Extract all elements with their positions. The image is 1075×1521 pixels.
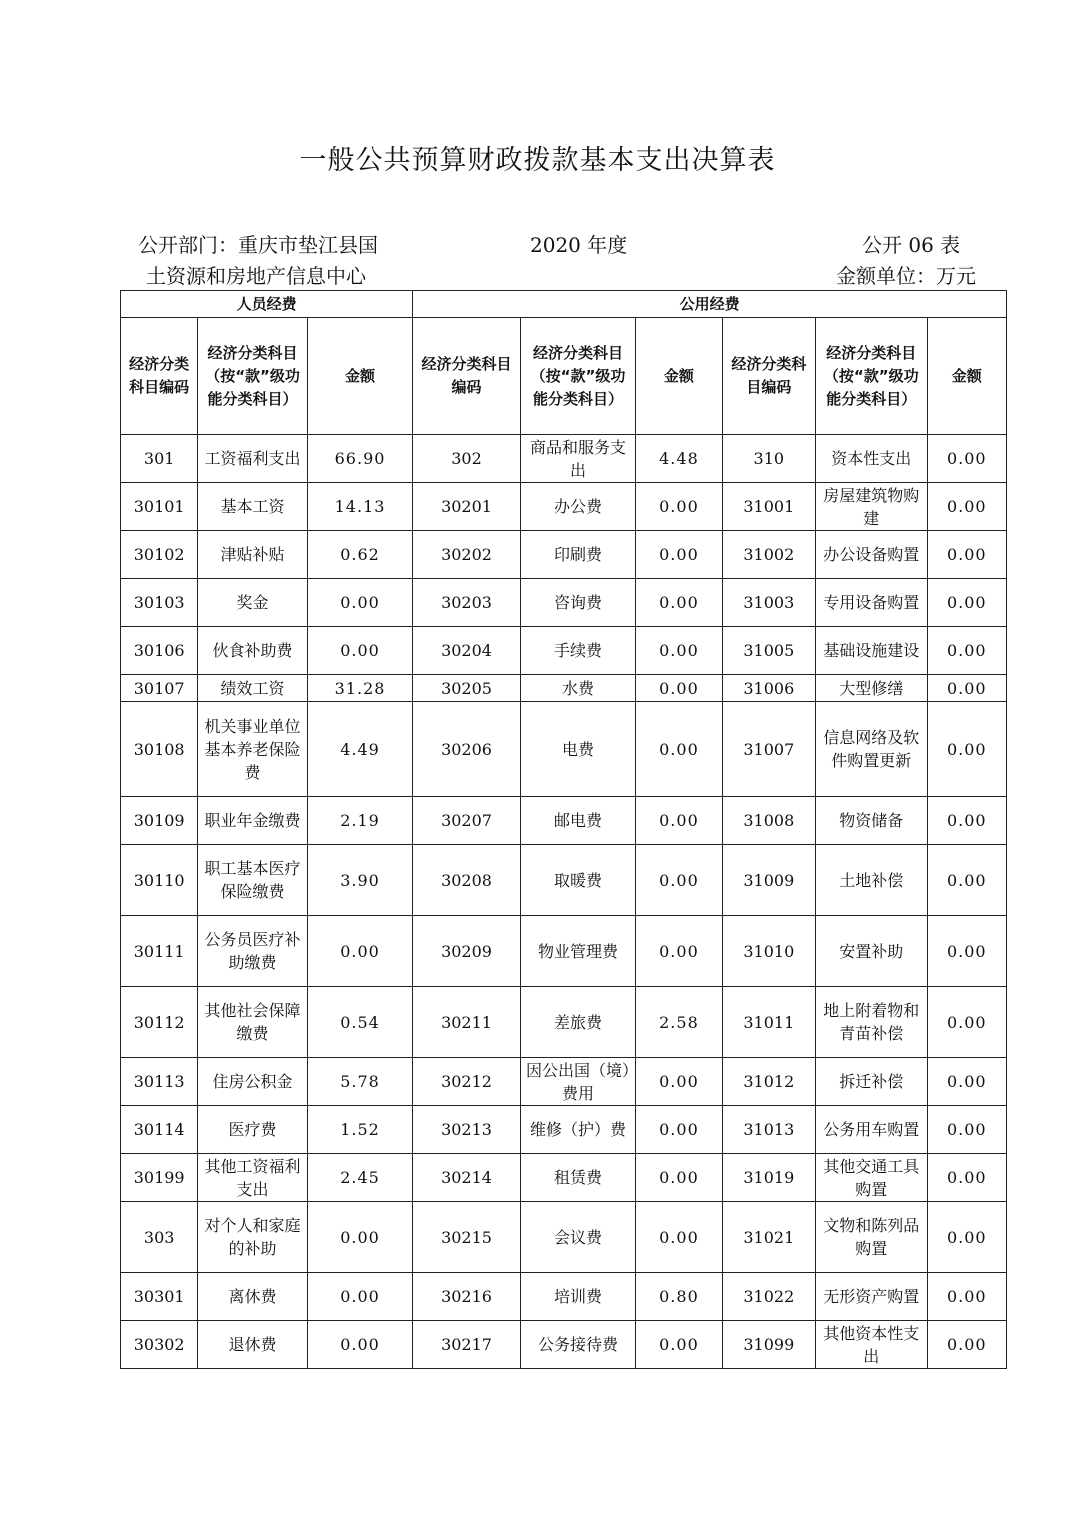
table-row bbox=[121, 1106, 1007, 1154]
cell-personnel-name: 工资福利支出 bbox=[198, 435, 307, 483]
cell-capital-name: 地上附着物和青苗补偿 bbox=[816, 987, 927, 1058]
cell-personnel-name: 绩效工资 bbox=[198, 675, 307, 702]
cell-goods-name: 差旅费 bbox=[520, 987, 636, 1058]
cell-goods-code: 30205 bbox=[413, 675, 520, 702]
header-goods-code: 经济分类科目编码 bbox=[413, 318, 520, 435]
cell-capital-name: 拆迁补偿 bbox=[816, 1058, 927, 1106]
cell-personnel-amount: 0.00 bbox=[307, 579, 412, 627]
cell-personnel-code: 30106 bbox=[121, 627, 198, 675]
table-row bbox=[121, 845, 1007, 916]
cell-personnel-code: 30110 bbox=[121, 845, 198, 916]
cell-goods-name: 电费 bbox=[520, 702, 636, 797]
cell-personnel-amount: 0.00 bbox=[307, 916, 412, 987]
group-public-expenses: 公用经费 bbox=[413, 291, 1007, 318]
cell-capital-code: 31009 bbox=[722, 845, 815, 916]
cell-personnel-code: 30113 bbox=[121, 1058, 198, 1106]
cell-capital-name: 安置补助 bbox=[816, 916, 927, 987]
cell-personnel-code: 30103 bbox=[121, 579, 198, 627]
cell-goods-code: 30203 bbox=[413, 579, 520, 627]
cell-goods-name: 公务接待费 bbox=[520, 1321, 636, 1369]
table-row bbox=[121, 702, 1007, 797]
cell-capital-amount: 0.00 bbox=[927, 1273, 1006, 1321]
cell-goods-code: 30215 bbox=[413, 1202, 520, 1273]
header-capital-amount: 金额 bbox=[927, 318, 1006, 435]
cell-goods-amount: 0.00 bbox=[636, 1106, 722, 1154]
cell-personnel-code: 301 bbox=[121, 435, 198, 483]
cell-capital-code: 31019 bbox=[722, 1154, 815, 1202]
cell-personnel-amount: 31.28 bbox=[307, 675, 412, 702]
cell-personnel-name: 职工基本医疗保险缴费 bbox=[198, 845, 307, 916]
cell-goods-amount: 0.00 bbox=[636, 675, 722, 702]
cell-personnel-code: 30114 bbox=[121, 1106, 198, 1154]
cell-personnel-code: 30199 bbox=[121, 1154, 198, 1202]
cell-personnel-name: 离休费 bbox=[198, 1273, 307, 1321]
cell-capital-amount: 0.00 bbox=[927, 797, 1006, 845]
cell-capital-code: 310 bbox=[722, 435, 815, 483]
cell-capital-code: 31006 bbox=[722, 675, 815, 702]
cell-personnel-name: 退休费 bbox=[198, 1321, 307, 1369]
cell-goods-code: 30216 bbox=[413, 1273, 520, 1321]
table-row bbox=[121, 797, 1007, 845]
cell-capital-amount: 0.00 bbox=[927, 1058, 1006, 1106]
header-capital-name: 经济分类科目（按“款”级功能分类科目） bbox=[816, 318, 927, 435]
cell-capital-name: 办公设备购置 bbox=[816, 531, 927, 579]
cell-goods-name: 物业管理费 bbox=[520, 916, 636, 987]
table-meta bbox=[836, 230, 996, 292]
amount-unit: 金额单位：万元 bbox=[836, 264, 976, 288]
cell-capital-code: 31001 bbox=[722, 483, 815, 531]
cell-goods-name: 咨询费 bbox=[520, 579, 636, 627]
cell-goods-name: 取暖费 bbox=[520, 845, 636, 916]
table-row bbox=[121, 675, 1007, 702]
cell-capital-name: 其他资本性支出 bbox=[816, 1321, 927, 1369]
cell-goods-code: 302 bbox=[413, 435, 520, 483]
cell-personnel-name: 职业年金缴费 bbox=[198, 797, 307, 845]
cell-capital-code: 31005 bbox=[722, 627, 815, 675]
cell-personnel-name: 住房公积金 bbox=[198, 1058, 307, 1106]
cell-personnel-code: 30107 bbox=[121, 675, 198, 702]
cell-capital-name: 无形资产购置 bbox=[816, 1273, 927, 1321]
cell-personnel-name: 机关事业单位基本养老保险费 bbox=[198, 702, 307, 797]
cell-goods-code: 30201 bbox=[413, 483, 520, 531]
cell-personnel-code: 30112 bbox=[121, 987, 198, 1058]
header-capital-code: 经济分类科目编码 bbox=[722, 318, 815, 435]
cell-goods-amount: 0.00 bbox=[636, 627, 722, 675]
cell-goods-amount: 0.00 bbox=[636, 1321, 722, 1369]
cell-capital-code: 31012 bbox=[722, 1058, 815, 1106]
cell-capital-code: 31010 bbox=[722, 916, 815, 987]
header-personnel-amount: 金额 bbox=[307, 318, 412, 435]
cell-capital-code: 31007 bbox=[722, 702, 815, 797]
department-line-2: 土资源和房地产信息中心 bbox=[146, 264, 366, 288]
page-title: 一般公共预算财政拨款基本支出决算表 bbox=[299, 145, 776, 176]
cell-goods-code: 30213 bbox=[413, 1106, 520, 1154]
cell-goods-name: 水费 bbox=[520, 675, 636, 702]
cell-capital-name: 公务用车购置 bbox=[816, 1106, 927, 1154]
cell-personnel-code: 30102 bbox=[121, 531, 198, 579]
cell-capital-code: 31003 bbox=[722, 579, 815, 627]
cell-capital-amount: 0.00 bbox=[927, 1106, 1006, 1154]
cell-personnel-amount: 5.78 bbox=[307, 1058, 412, 1106]
cell-goods-amount: 0.00 bbox=[636, 1154, 722, 1202]
cell-personnel-amount: 3.90 bbox=[307, 845, 412, 916]
cell-capital-amount: 0.00 bbox=[927, 435, 1006, 483]
cell-personnel-name: 医疗费 bbox=[198, 1106, 307, 1154]
cell-personnel-amount: 4.49 bbox=[307, 702, 412, 797]
cell-goods-amount: 2.58 bbox=[636, 987, 722, 1058]
table-row bbox=[121, 1058, 1007, 1106]
table-row bbox=[121, 627, 1007, 675]
table-row bbox=[121, 987, 1007, 1058]
cell-personnel-amount: 0.00 bbox=[307, 627, 412, 675]
cell-personnel-code: 30101 bbox=[121, 483, 198, 531]
cell-personnel-name: 其他工资福利支出 bbox=[198, 1154, 307, 1202]
table-row bbox=[121, 916, 1007, 987]
cell-goods-amount: 0.00 bbox=[636, 1202, 722, 1273]
cell-personnel-code: 30301 bbox=[121, 1273, 198, 1321]
cell-capital-name: 其他交通工具购置 bbox=[816, 1154, 927, 1202]
cell-personnel-amount: 2.45 bbox=[307, 1154, 412, 1202]
cell-capital-code: 31022 bbox=[722, 1273, 815, 1321]
cell-goods-name: 因公出国（境）费用 bbox=[520, 1058, 636, 1106]
cell-goods-code: 30207 bbox=[413, 797, 520, 845]
cell-goods-amount: 0.00 bbox=[636, 845, 722, 916]
cell-goods-code: 30211 bbox=[413, 987, 520, 1058]
cell-goods-name: 维修（护）费 bbox=[520, 1106, 636, 1154]
cell-goods-name: 租赁费 bbox=[520, 1154, 636, 1202]
cell-personnel-amount: 66.90 bbox=[307, 435, 412, 483]
cell-capital-name: 房屋建筑物购建 bbox=[816, 483, 927, 531]
header-goods-amount: 金额 bbox=[636, 318, 722, 435]
cell-capital-amount: 0.00 bbox=[927, 675, 1006, 702]
cell-capital-code: 31021 bbox=[722, 1202, 815, 1273]
cell-personnel-code: 30302 bbox=[121, 1321, 198, 1369]
group-header-row bbox=[121, 291, 1007, 318]
cell-goods-amount: 0.00 bbox=[636, 483, 722, 531]
cell-personnel-code: 30111 bbox=[121, 916, 198, 987]
table-row bbox=[121, 483, 1007, 531]
cell-personnel-name: 其他社会保障缴费 bbox=[198, 987, 307, 1058]
header-personnel-name: 经济分类科目（按“款”级功能分类科目） bbox=[198, 318, 307, 435]
cell-personnel-name: 公务员医疗补助缴费 bbox=[198, 916, 307, 987]
department-info bbox=[138, 230, 408, 292]
cell-personnel-name: 奖金 bbox=[198, 579, 307, 627]
table-row bbox=[121, 579, 1007, 627]
group-personnel-expenses: 人员经费 bbox=[121, 291, 413, 318]
cell-goods-code: 30209 bbox=[413, 916, 520, 987]
cell-goods-name: 商品和服务支出 bbox=[520, 435, 636, 483]
cell-capital-amount: 0.00 bbox=[927, 702, 1006, 797]
cell-goods-code: 30212 bbox=[413, 1058, 520, 1106]
fiscal-year: 2020 年度 bbox=[530, 233, 628, 257]
cell-personnel-code: 303 bbox=[121, 1202, 198, 1273]
cell-capital-name: 专用设备购置 bbox=[816, 579, 927, 627]
cell-goods-amount: 0.00 bbox=[636, 797, 722, 845]
table-row bbox=[121, 1202, 1007, 1273]
table-body bbox=[121, 435, 1007, 1369]
cell-capital-amount: 0.00 bbox=[927, 579, 1006, 627]
cell-capital-amount: 0.00 bbox=[927, 987, 1006, 1058]
cell-capital-name: 大型修缮 bbox=[816, 675, 927, 702]
cell-capital-name: 物资储备 bbox=[816, 797, 927, 845]
cell-capital-code: 31099 bbox=[722, 1321, 815, 1369]
cell-capital-amount: 0.00 bbox=[927, 1321, 1006, 1369]
cell-goods-amount: 0.00 bbox=[636, 531, 722, 579]
cell-personnel-name: 对个人和家庭的补助 bbox=[198, 1202, 307, 1273]
expenditure-table bbox=[120, 290, 1007, 1369]
cell-capital-amount: 0.00 bbox=[927, 531, 1006, 579]
cell-goods-name: 手续费 bbox=[520, 627, 636, 675]
cell-personnel-amount: 0.00 bbox=[307, 1202, 412, 1273]
cell-goods-code: 30214 bbox=[413, 1154, 520, 1202]
column-header-row bbox=[121, 318, 1007, 435]
table-row bbox=[121, 1321, 1007, 1369]
cell-capital-code: 31008 bbox=[722, 797, 815, 845]
cell-capital-code: 31013 bbox=[722, 1106, 815, 1154]
cell-goods-code: 30202 bbox=[413, 531, 520, 579]
cell-capital-amount: 0.00 bbox=[927, 845, 1006, 916]
cell-goods-amount: 0.00 bbox=[636, 916, 722, 987]
cell-personnel-code: 30108 bbox=[121, 702, 198, 797]
cell-capital-name: 土地补偿 bbox=[816, 845, 927, 916]
cell-goods-amount: 0.00 bbox=[636, 1058, 722, 1106]
cell-capital-amount: 0.00 bbox=[927, 627, 1006, 675]
cell-goods-amount: 0.00 bbox=[636, 579, 722, 627]
cell-personnel-amount: 1.52 bbox=[307, 1106, 412, 1154]
cell-capital-name: 基础设施建设 bbox=[816, 627, 927, 675]
cell-personnel-amount: 0.00 bbox=[307, 1273, 412, 1321]
cell-capital-name: 资本性支出 bbox=[816, 435, 927, 483]
cell-goods-amount: 4.48 bbox=[636, 435, 722, 483]
department-line-1: 公开部门：重庆市垫江县国 bbox=[138, 233, 378, 257]
cell-goods-name: 印刷费 bbox=[520, 531, 636, 579]
cell-capital-amount: 0.00 bbox=[927, 916, 1006, 987]
cell-capital-name: 信息网络及软件购置更新 bbox=[816, 702, 927, 797]
header-personnel-code: 经济分类科目编码 bbox=[121, 318, 198, 435]
cell-personnel-amount: 0.54 bbox=[307, 987, 412, 1058]
cell-goods-name: 会议费 bbox=[520, 1202, 636, 1273]
cell-goods-code: 30206 bbox=[413, 702, 520, 797]
table-row bbox=[121, 531, 1007, 579]
cell-capital-amount: 0.00 bbox=[927, 1154, 1006, 1202]
cell-goods-name: 办公费 bbox=[520, 483, 636, 531]
table-row bbox=[121, 1273, 1007, 1321]
cell-personnel-amount: 0.00 bbox=[307, 1321, 412, 1369]
cell-personnel-name: 基本工资 bbox=[198, 483, 307, 531]
cell-capital-code: 31002 bbox=[722, 531, 815, 579]
cell-capital-amount: 0.00 bbox=[927, 483, 1006, 531]
cell-goods-name: 邮电费 bbox=[520, 797, 636, 845]
cell-personnel-name: 津贴补贴 bbox=[198, 531, 307, 579]
cell-personnel-code: 30109 bbox=[121, 797, 198, 845]
cell-goods-code: 30204 bbox=[413, 627, 520, 675]
cell-capital-amount: 0.00 bbox=[927, 1202, 1006, 1273]
cell-personnel-name: 伙食补助费 bbox=[198, 627, 307, 675]
cell-goods-amount: 0.00 bbox=[636, 702, 722, 797]
cell-personnel-amount: 14.13 bbox=[307, 483, 412, 531]
cell-personnel-amount: 0.62 bbox=[307, 531, 412, 579]
cell-capital-code: 31011 bbox=[722, 987, 815, 1058]
table-number: 公开 06 表 bbox=[862, 233, 961, 257]
table-row bbox=[121, 435, 1007, 483]
cell-goods-amount: 0.80 bbox=[636, 1273, 722, 1321]
cell-capital-name: 文物和陈列品购置 bbox=[816, 1202, 927, 1273]
cell-goods-code: 30217 bbox=[413, 1321, 520, 1369]
cell-personnel-amount: 2.19 bbox=[307, 797, 412, 845]
cell-goods-name: 培训费 bbox=[520, 1273, 636, 1321]
cell-goods-code: 30208 bbox=[413, 845, 520, 916]
table-row bbox=[121, 1154, 1007, 1202]
header-goods-name: 经济分类科目（按“款”级功能分类科目） bbox=[520, 318, 636, 435]
